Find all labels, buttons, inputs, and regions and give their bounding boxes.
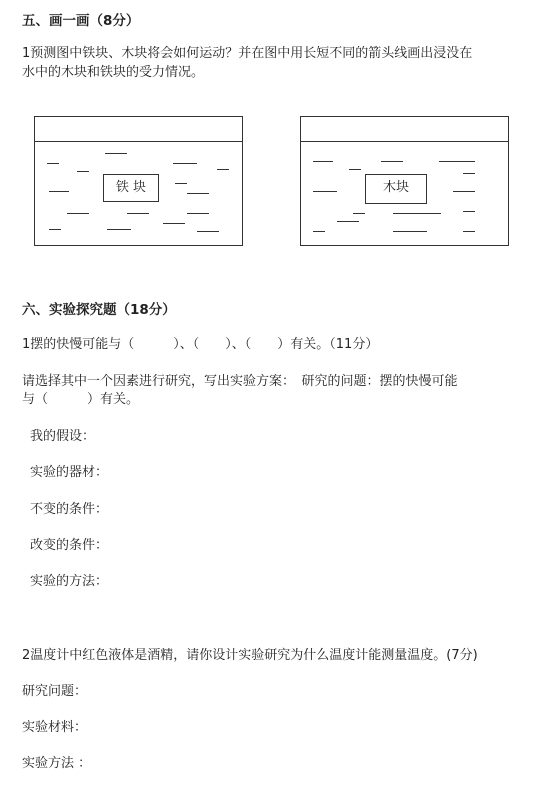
water-line (175, 183, 187, 184)
water-line (393, 231, 427, 232)
water-line (217, 169, 229, 170)
left-water-tank (34, 116, 243, 246)
left-tank-top-band (35, 117, 242, 142)
hypothesis-field-label: 我的假设： (30, 429, 96, 444)
equipment-field-label: 实验的器材： (30, 465, 109, 480)
water-line (349, 169, 361, 170)
water-line (173, 163, 197, 164)
materials-label: 实验材料： (22, 720, 88, 735)
water-line (187, 193, 209, 194)
research-question-label: 研究问题： (22, 684, 88, 699)
water-line (49, 191, 69, 192)
method-label: 实验方法 ： (22, 756, 92, 771)
water-line (463, 173, 475, 174)
section6-title: 六、实验探究题（18分） (22, 302, 176, 318)
water-line (439, 161, 475, 162)
water-line (49, 229, 61, 230)
section6-instruction-line1: 请选择其中一个因素进行研究，写出实验方案： 研究的问题：摆的快慢可能 (22, 374, 458, 389)
section5-question-line1: 1预测图中铁块、木块将会如何运动？并在图中用长短不同的箭头线画出浸没在 (22, 46, 473, 61)
water-line (187, 213, 209, 214)
water-line (197, 231, 219, 232)
constant-conditions-label: 不变的条件： (30, 502, 109, 517)
water-line (105, 153, 127, 154)
water-line (313, 191, 337, 192)
water-line (163, 223, 185, 224)
right-tank-top-band (301, 117, 508, 142)
water-line (353, 213, 365, 214)
method-field-label: 实验的方法： (30, 574, 109, 589)
water-line (77, 171, 89, 172)
iron-block: 铁 块 (103, 174, 159, 202)
water-line (453, 191, 475, 192)
section6-question2: 2温度计中红色液体是酒精，请你设计实验研究为什么温度计能测量温度。(7分) (22, 648, 478, 663)
changed-conditions-label: 改变的条件： (30, 538, 109, 553)
section6-instruction-line2: 与（ ）有关。 (22, 392, 140, 407)
section5-title: 五、画一画（8分） (22, 13, 140, 29)
water-line (381, 161, 403, 162)
water-line (393, 213, 441, 214)
right-water-tank (300, 116, 509, 246)
wood-block: 木块 (365, 174, 427, 204)
water-line (313, 161, 333, 162)
water-line (463, 211, 475, 212)
water-line (107, 229, 131, 230)
water-line (313, 231, 325, 232)
section6-question1: 1摆的快慢可能与（ ）、（ ）、（ ）有关。（11分） (22, 337, 379, 352)
water-line (67, 213, 89, 214)
water-line (47, 163, 59, 164)
section5-question-line2: 水中的木块和铁块的受力情况。 (22, 65, 205, 80)
water-line (337, 221, 359, 222)
water-line (463, 231, 475, 232)
water-line (127, 213, 149, 214)
